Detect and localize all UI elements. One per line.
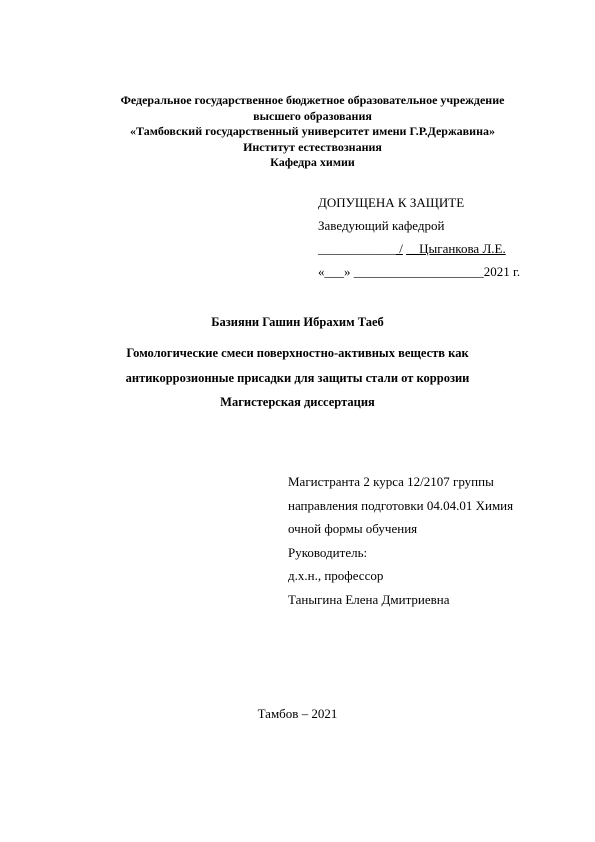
date-month-blank: ____________________ [353,264,484,279]
date-open-quote: « [318,264,325,279]
thesis-title-block [60,341,535,415]
institution-header [80,93,545,171]
signature-separator: / [396,241,403,256]
header-line-department: Кафедра химии [270,155,355,169]
approval-title: ДОПУЩЕНА К ЗАЩИТЕ [318,195,465,210]
header-line-institution-type: Федеральное государственное бюджетное образовательное учреждение [120,93,505,107]
supervisor-name: Таныгина Елена Дмитриевна [288,591,450,607]
approval-date-line [318,260,520,283]
header-line-education-level: высшего образования [253,108,372,123]
supervisor-degree: д.х.н., профессор [288,568,384,583]
supervisor-label: Руководитель: [288,544,368,560]
thesis-title-line-2: антикоррозионные присадки для защиты стали от коррозии [125,370,470,385]
student-course-group: Магистранта 2 курса 12/2107 группы [288,474,494,489]
approval-block [318,191,520,283]
student-info-block [288,470,513,611]
approval-signature-line [318,237,520,260]
student-direction: направления подготовки 04.04.01 Химия [288,497,514,513]
thesis-title-line-1: Гомологические смеси поверхностно-активных веществ как [126,346,469,360]
date-close-quote: » [344,264,354,279]
city-year: Тамбов – 2021 [257,706,338,721]
header-line-institute: Институт естествознания [243,139,382,154]
date-day-blank: ___ [324,264,344,279]
signature-blank: ____________ [318,241,396,256]
header-line-university: «Тамбовский государственный университет имени Г.Р.Державина» [130,124,495,138]
thesis-type: Магистерская диссертация [220,395,375,409]
date-year: 2021 г. [483,264,521,279]
approval-position: Заведующий кафедрой [318,218,445,233]
student-study-form: очной формы обучения [288,521,418,536]
author-name: Базияни Гашин Ибрахим Таеб [211,315,384,329]
signature-name: __Цыганкова Л.Е. [406,241,506,256]
